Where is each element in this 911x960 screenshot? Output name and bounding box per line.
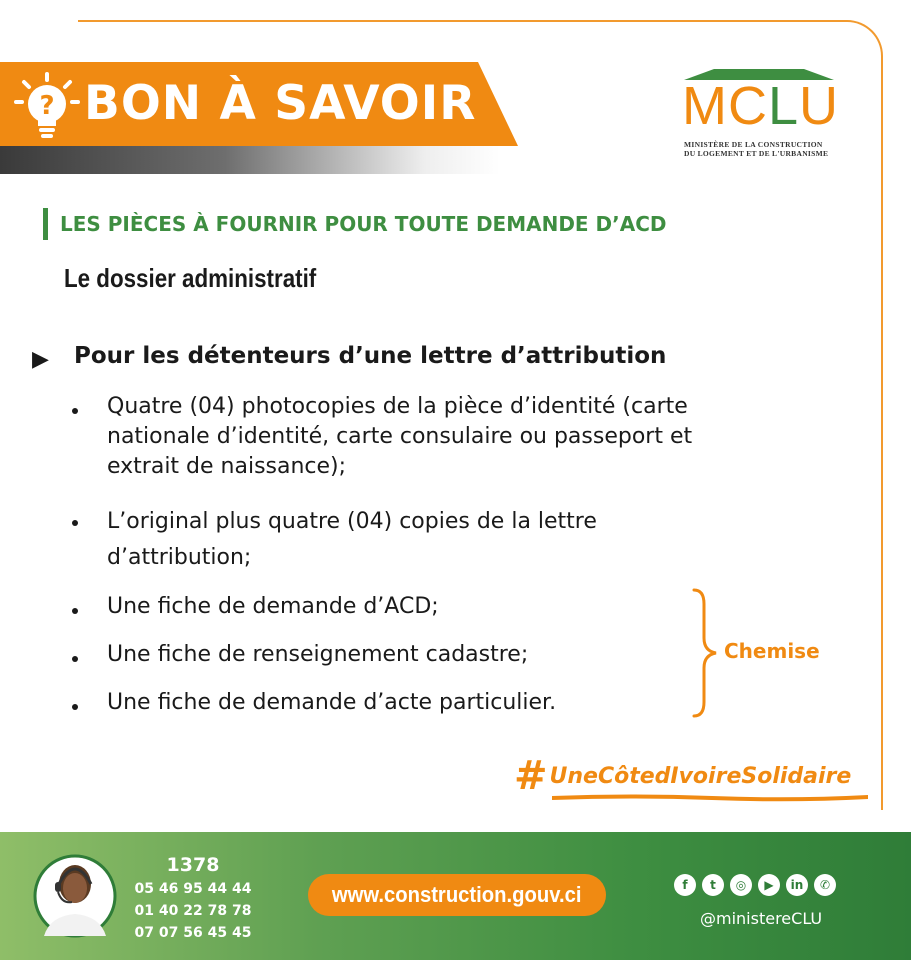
section-subtitle: Le dossier administratif (64, 263, 317, 293)
list-item-line: nationale d’identité, carte consulaire ou passeport et (107, 424, 693, 449)
section-title: LES PIÈCES À FOURNIR POUR TOUTE DEMANDE D’ACD (60, 212, 667, 236)
list-item-line: extrait de naissance); (107, 454, 347, 479)
logo-letter-l: L (767, 76, 800, 136)
twitter-icon[interactable]: t (702, 874, 724, 896)
list-item (107, 592, 439, 622)
triangle-bullet-icon: ▶ (32, 346, 49, 371)
logo-wordmark (682, 78, 839, 134)
instagram-icon[interactable]: ◎ (730, 874, 752, 896)
bullet-dot (72, 608, 78, 614)
lightbulb-question-icon (14, 72, 80, 140)
website-url[interactable]: www.construction.gouv.ci (332, 882, 582, 907)
mclu-logo (664, 64, 854, 164)
bullet-dot (72, 704, 78, 710)
logo-subtitle-line1: MINISTÈRE DE LA CONSTRUCTION (684, 140, 823, 149)
hashtag-text: UneCôtedIvoireSolidaire (549, 764, 852, 789)
phone-number[interactable]: 05 46 95 44 44 (134, 881, 252, 897)
logo-letter-m: M (682, 76, 728, 136)
list-item-line: Quatre (04) photocopies de la pièce d’identité (carte (107, 394, 688, 419)
logo-subtitle-line2: DU LOGEMENT ET DE L'URBANISME (684, 149, 829, 158)
social-icons (674, 874, 836, 900)
list-item-line: Une fiche de demande d’ACD; (107, 594, 439, 619)
list-item (107, 640, 528, 670)
phone-shortcode[interactable]: 1378 (166, 854, 220, 876)
hashtag-symbol: # (514, 753, 548, 799)
phone-number[interactable]: 07 07 56 45 45 (134, 925, 252, 941)
list-item (107, 688, 556, 718)
phone-block (128, 852, 258, 944)
website-button[interactable] (308, 874, 606, 916)
list-item-line: Une fiche de renseignement cadastre; (107, 642, 529, 667)
list-item (107, 504, 597, 576)
list-heading: Pour les détenteurs d’une lettre d’attribution (74, 343, 667, 369)
svg-text:?: ? (39, 91, 55, 121)
list-item-line: Une fiche de demande d’acte particulier. (107, 690, 557, 715)
list-item-line: d’attribution; (107, 545, 252, 570)
brush-underline (552, 794, 868, 802)
list-item-line: L’original plus quatre (04) copies de la lettre (107, 509, 597, 534)
curly-brace-icon (690, 588, 720, 718)
call-center-agent-avatar (30, 844, 120, 944)
section-bar (43, 208, 48, 240)
phone-number[interactable]: 01 40 22 78 78 (134, 903, 252, 919)
bullet-dot (72, 520, 78, 526)
linkedin-icon[interactable]: in (786, 874, 808, 896)
logo-letter-c: C (727, 76, 768, 136)
banner-title: BON À SAVOIR (84, 76, 477, 131)
group-label-chemise: Chemise (724, 639, 820, 663)
social-handle[interactable]: @ministereCLU (700, 909, 823, 928)
hashtag (514, 753, 852, 799)
bullet-dot (72, 656, 78, 662)
youtube-icon[interactable]: ▶ (758, 874, 780, 896)
logo-letter-u: U (799, 76, 840, 136)
list-item (107, 392, 692, 482)
facebook-icon[interactable]: f (674, 874, 696, 896)
logo-subtitle (684, 140, 854, 158)
bullet-dot (72, 408, 78, 414)
phone-icon[interactable]: ✆ (814, 874, 836, 896)
